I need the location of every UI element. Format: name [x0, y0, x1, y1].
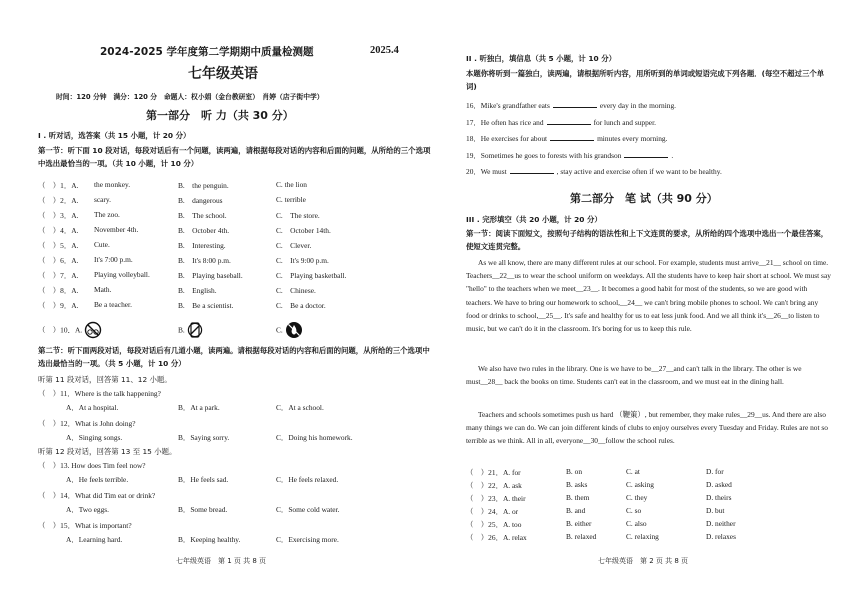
question-number: （ ）1．A.: [38, 181, 79, 190]
question-number: （ ）4．A.: [38, 226, 79, 235]
option-c: C. October 14th.: [276, 226, 331, 235]
question-number: （ ）2．A.: [38, 196, 79, 205]
choice-d: D. asked: [706, 480, 732, 489]
page-2: [466, 0, 834, 608]
question-number: （ ）6．A.: [38, 256, 79, 265]
question-text: （ ）15．What is important?: [38, 521, 132, 530]
question-number: （ ）3．A.: [38, 211, 79, 220]
part2-heading: 第二部分 笔 试（共 90 分）: [570, 192, 718, 205]
section2-intro: 第二节：听下面两段对话，每段对话后有几道小题，读两遍。请根据每段对话的内容和后面的问题，从所给的三个选项中选出最恰当的一项。（共 5 小题，计 10 分）: [38, 346, 430, 369]
option-c: C. Playing basketball.: [276, 271, 347, 280]
question-number: （ ）7．A.: [38, 271, 79, 280]
choice-number: （ ）21．A. for: [466, 468, 521, 477]
fill-question-text: 18．He exercises for about: [466, 134, 548, 143]
part1-heading: 第一部分 听 力（共 30 分）: [146, 109, 294, 122]
option-a: November 4th.: [94, 225, 139, 234]
choice-c: C. at: [626, 467, 640, 476]
choice-c: C. they: [626, 493, 648, 502]
fill-question: [466, 133, 667, 144]
choice-d: D. for: [706, 467, 724, 476]
option-c: C．Exercising more.: [276, 535, 339, 544]
option-c: C. Clever.: [276, 241, 312, 250]
option-a: Playing volleyball.: [94, 270, 150, 279]
choice-number: （ ）24．A. or: [466, 507, 519, 516]
fill-question-text: 20．We must: [466, 167, 507, 176]
fill-question-tail: minutes every morning.: [597, 134, 668, 143]
question-number: （ ）8．A.: [38, 286, 79, 295]
option-a: A．Singing songs.: [66, 433, 123, 442]
fill-question-text: 16．Mike's grandfather eats: [466, 101, 550, 110]
question-text: （ ）11．Where is the talk happening?: [38, 389, 161, 398]
fill-question: [466, 150, 673, 161]
section2-listening-intro: 本题你将听到一篇独白，读两遍，请根据所听内容，用所听到的单词或短语完成下列各题．(每空不超过三个单词): [466, 69, 825, 92]
question-text: （ ）13. How does Tim feel now?: [38, 461, 146, 470]
fill-question: [466, 117, 656, 128]
answer-blank[interactable]: [553, 100, 597, 108]
answer-blank[interactable]: [550, 133, 594, 141]
choice-c: C. relaxing: [626, 532, 659, 541]
choice-number: （ ）23．A. their: [466, 494, 526, 503]
section1-intro: 第一节：听下面 10 段对话，每段对话后有一个问题，读两遍，请根据每段对话的内容和后面的问题，从所给的三个选项中选出最恰当的一项。（共 10 小题，计 10 分）: [38, 146, 431, 169]
option-b: B. Be a scientist.: [178, 301, 234, 310]
choice-c: C. asking: [626, 480, 654, 489]
answer-blank[interactable]: [624, 150, 668, 158]
option-c: C. Be a doctor.: [276, 301, 326, 310]
option-b: B. the penguin.: [178, 181, 229, 190]
fill-question: [466, 166, 722, 177]
choice-b: B. either: [566, 519, 592, 528]
dialogue-12-note: 听第 12 段对话，回答第 13 至 15 小题。: [38, 447, 177, 456]
option-b: B．Saying sorry.: [178, 433, 230, 442]
section3-intro: 第一节：阅读下面短文，按照句子结构的语法性和上下文连贯的要求，从所给的四个选项中选出一个最佳答案，使短文连贯完整。: [466, 229, 829, 252]
option-a: A．Learning hard.: [66, 535, 123, 544]
option-a: A．He feels terrible.: [66, 475, 129, 484]
section2-listening-title: II . 听独白，填信息（共 5 小题，计 10 分）: [466, 54, 617, 63]
passage-paragraph-1: As we all know, there are many different rules at our school. For example, students must arrive__21__ school on time. Teachers__22__us to wear the school uniform on weekdays. All the students have to keep hair short at school. We must say "hello" to the teachers when we meet__23__. It becomes a good habit for most of the students, so we are good with teachers. We have to bring our homework to school,__24__ we can't bring mobile phones to school. We can't bring any food or drinks to school,__25__. It's safe and healthy for us to eat less junk food. And we all think it's__26__to listen to music, but we can't do it in the classroom. It's boring for us to keep this rule.: [466, 258, 831, 334]
option-b: B. English.: [178, 286, 217, 295]
exam-date: 2025.4: [370, 45, 399, 56]
option-a: Math.: [94, 285, 112, 294]
section3-title: III . 完形填空（共 20 小题，计 20 分）: [466, 215, 602, 224]
answer-blank[interactable]: [510, 166, 554, 174]
option-c: C. terrible: [276, 195, 306, 204]
choice-b: B. them: [566, 493, 590, 502]
option-c: C. Chinese.: [276, 286, 316, 295]
exam-title: 2024-2025 学年度第二学期期中质量检测题: [100, 46, 314, 58]
option-a: The zoo.: [94, 210, 120, 219]
choice-number: （ ）22．A. ask: [466, 481, 522, 490]
passage-paragraph-3: Teachers and schools sometimes push us hard （鞭策）, but remember, they make rules__29__us. And there are also many things we can do. We can join different kinds of clubs to enjoy ourselves every Tuesday and Friday. Rules are not so terrible as we think. All in all, everyone__30__follow the school rules.: [466, 410, 828, 446]
question-10-number: （ ）10．A.: [38, 325, 83, 335]
choice-d: D. relaxes: [706, 532, 736, 541]
option-c: C. The store.: [276, 211, 320, 220]
choice-number: （ ）26．A. relax: [466, 533, 527, 542]
option-b: B. Interesting.: [178, 241, 226, 250]
page-1: [38, 0, 438, 608]
option-b: B．Keeping healthy.: [178, 535, 241, 544]
option-b: B. October 4th.: [178, 226, 230, 235]
fill-question-text: 19．Sometimes he goes to forests with his grandson: [466, 150, 622, 160]
option-c: C．Some cold water.: [276, 505, 340, 514]
option-b: B．He feels sad.: [178, 475, 229, 484]
option-b: B．At a park.: [178, 403, 220, 412]
choice-d: D. theirs: [706, 493, 732, 502]
option-c: C．At a school.: [276, 403, 324, 412]
option-a: the monkey.: [94, 180, 131, 189]
choice-number: （ ）25．A. too: [466, 520, 522, 529]
fill-question-tail: for lunch and supper.: [593, 117, 656, 127]
question-10: [38, 321, 102, 341]
fill-question-tail: every day in the morning.: [599, 101, 676, 110]
question-10-option-b: B.: [178, 321, 203, 341]
option-a: A．At a hospital.: [66, 403, 119, 412]
option-b: B. Playing baseball.: [178, 271, 243, 280]
page-footer-2: 七年级英语 第 2 页 共 8 页: [598, 557, 689, 565]
fill-question-text: 17．He often has rice and: [466, 117, 544, 127]
option-b: B. It's 8:00 p.m.: [178, 256, 231, 265]
passage-paragraph-2: We also have two rules in the library. One is we have to be__27__and can't talk in the library. The other is we must__28__ back the books on time. Students can't eat in the classroom, and we must eat in the dining hall.: [466, 364, 802, 387]
option-b: B. dangerous: [178, 196, 223, 205]
question-text: （ ）12．What is John doing?: [38, 419, 136, 428]
section1-title: I . 听对话，选答案（共 15 小题，计 20 分）: [38, 131, 191, 140]
dialogue-11-note: 听第 11 段对话，回答第 11、12 小题。: [38, 375, 172, 384]
question-text: （ ）14．What did Tim eat or drink?: [38, 491, 156, 500]
choice-b: B. relaxed: [566, 532, 597, 541]
option-c: C．Doing his homework.: [276, 433, 353, 442]
choice-d: D. but: [706, 506, 725, 515]
question-number: （ ）5．A.: [38, 241, 79, 250]
choice-b: B. asks: [566, 480, 588, 489]
choice-b: B. and: [566, 506, 586, 515]
option-b: B．Some bread.: [178, 505, 228, 514]
choice-c: C. also: [626, 519, 647, 528]
no-phone-icon: [187, 321, 203, 341]
question-10-option-c: C.: [276, 321, 303, 341]
option-c: C．He feels relaxed.: [276, 475, 339, 484]
answer-blank[interactable]: [547, 117, 591, 125]
option-a: A．Two eggs.: [66, 505, 110, 514]
choice-b: B. on: [566, 467, 583, 476]
option-c: C. It's 9:00 p.m.: [276, 256, 329, 265]
subject-title: 七年级英语: [188, 66, 258, 82]
no-bike-icon: [84, 321, 102, 341]
choice-c: C. so: [626, 506, 642, 515]
option-a: Be a teacher.: [94, 300, 132, 309]
choice-d: D. neither: [706, 519, 736, 528]
fill-question: [466, 100, 676, 111]
option-c: C. the lion: [276, 180, 307, 189]
option-a: It's 7:00 p.m.: [94, 255, 133, 264]
page-footer-1: 七年级英语 第 1 页 共 8 页: [176, 557, 267, 565]
option-b: B. The school.: [178, 211, 227, 220]
fill-question-tail: .: [671, 150, 674, 160]
fill-question-tail: , stay active and exercise often if we want to be healthy.: [556, 167, 722, 176]
no-fire-icon: [285, 321, 303, 341]
question-number: （ ）9．A.: [38, 301, 79, 310]
option-a: scary.: [94, 195, 111, 204]
exam-info: 时间：120 分钟 满分：120 分 命题人：权小娟（金台教研室） 肖婷（店子街中学）: [56, 93, 324, 101]
option-a: Cute.: [94, 240, 110, 249]
